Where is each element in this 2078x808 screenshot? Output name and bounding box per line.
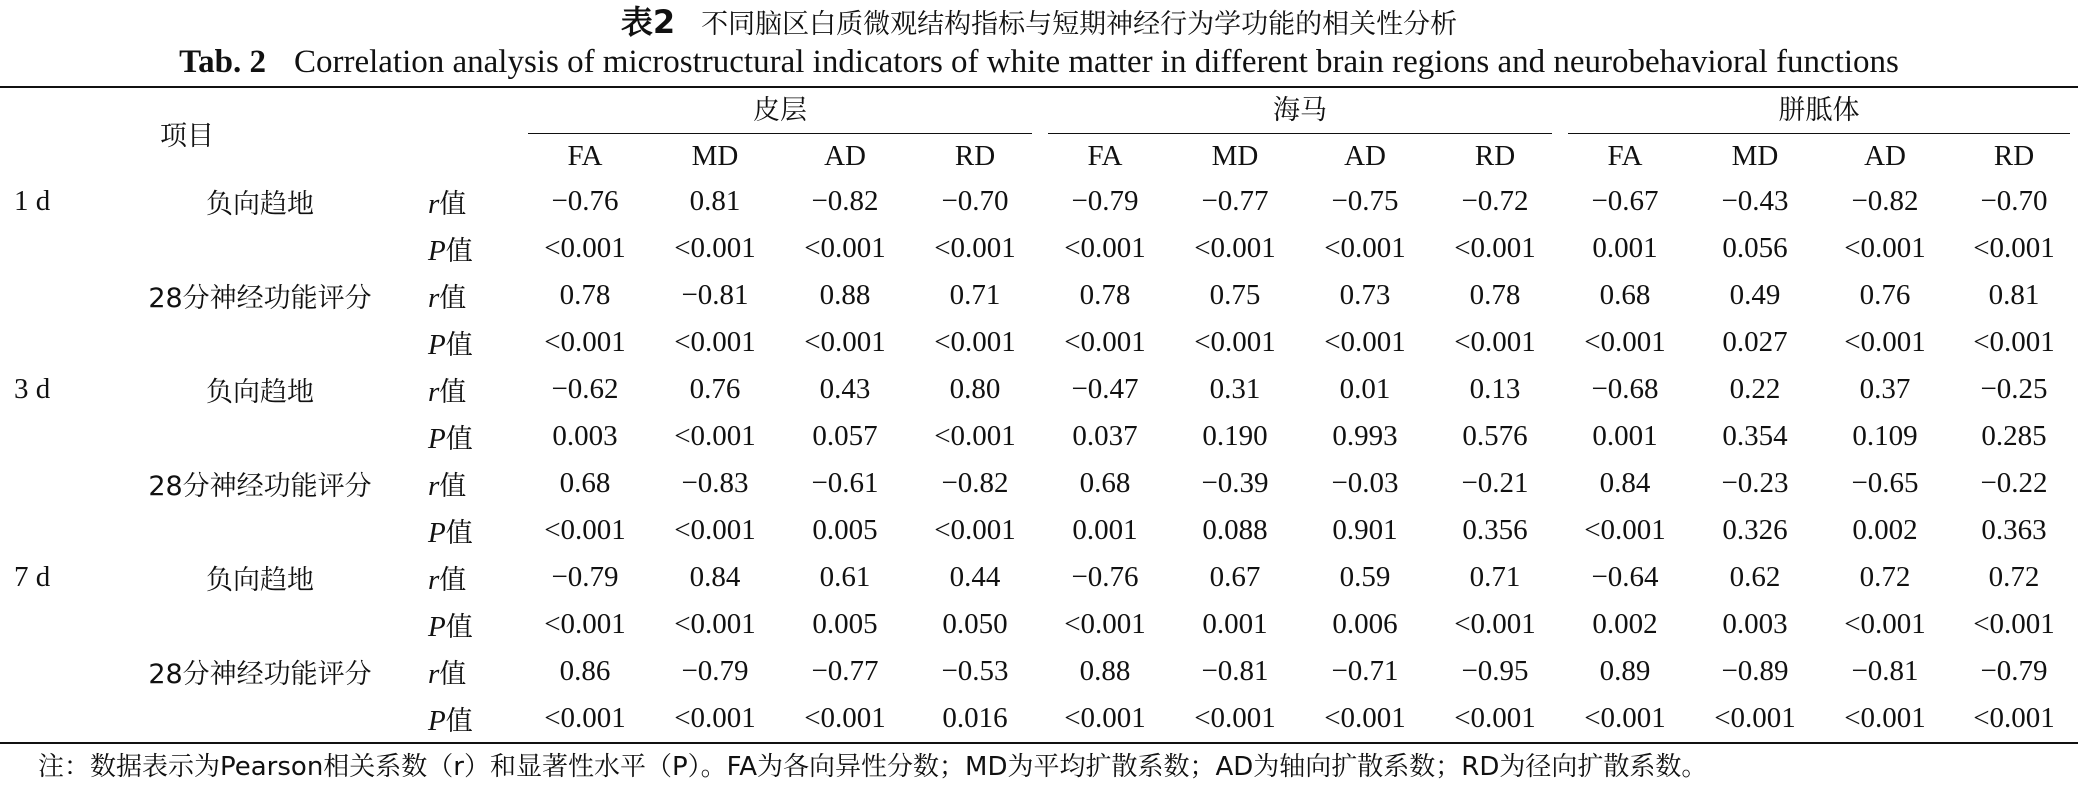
region-header-hippocampus: 海马 [1040, 87, 1560, 134]
value-cell: −0.77 [1201, 185, 1269, 217]
value-cell: 0.001 [1202, 608, 1268, 640]
value-cell: −0.21 [1461, 467, 1529, 499]
value-cell: 0.354 [1722, 420, 1788, 452]
value-cell: 0.027 [1722, 326, 1788, 358]
value-cell: −0.82 [1851, 185, 1919, 217]
value-cell: <0.001 [544, 326, 626, 358]
value-cell: 0.056 [1722, 232, 1788, 264]
indicator-header-ad: AD [824, 139, 866, 172]
value-cell: 0.363 [1981, 514, 2047, 546]
value-cell: −0.95 [1461, 655, 1529, 687]
value-cell: −0.70 [1980, 185, 2048, 217]
value-cell: <0.001 [1064, 608, 1146, 640]
footnote-text: 注：数据表示为Pearson相关系数（r）和显著性水平（P）。FA为各向异性分数；MD为平均扩散系数；AD为轴向扩散系数；RD为径向扩散系数。 [38, 752, 1708, 782]
value-cell: <0.001 [1194, 232, 1276, 264]
value-cell: −0.23 [1721, 467, 1789, 499]
value-cell: <0.001 [1454, 702, 1536, 734]
value-cell: −0.65 [1851, 467, 1919, 499]
statistic-label-cell [420, 413, 520, 460]
time-point-cell [0, 225, 100, 272]
value-cell: <0.001 [804, 702, 886, 734]
time-point-cell [0, 460, 100, 507]
value-cell: <0.001 [1454, 608, 1536, 640]
value-cell: 0.89 [1599, 655, 1651, 687]
value-cell: 0.016 [942, 702, 1008, 734]
statistic-symbol: r [428, 282, 440, 314]
value-cell: 0.37 [1859, 373, 1911, 405]
value-cell: −0.77 [811, 655, 879, 687]
statistic-suffix: 值 [439, 659, 467, 690]
table-footnote [0, 744, 2078, 784]
behavior-test-cell [100, 601, 420, 648]
time-point-cell [0, 413, 100, 460]
value-cell: 0.109 [1852, 420, 1918, 452]
table-row [0, 225, 2078, 272]
value-cell: −0.03 [1331, 467, 1399, 499]
value-cell: <0.001 [1844, 326, 1926, 358]
value-cell: 0.78 [559, 279, 611, 311]
statistic-suffix: 值 [439, 283, 467, 314]
value-cell: <0.001 [934, 232, 1016, 264]
correlation-table [0, 86, 2078, 744]
value-cell: 0.088 [1202, 514, 1268, 546]
indicator-header-ad: AD [1344, 139, 1386, 172]
value-cell: <0.001 [1973, 232, 2055, 264]
value-cell: 0.76 [1859, 279, 1911, 311]
value-cell: 0.190 [1202, 420, 1268, 452]
value-cell: 0.285 [1981, 420, 2047, 452]
value-cell: −0.25 [1980, 373, 2048, 405]
value-cell: <0.001 [1454, 326, 1536, 358]
statistic-suffix: 值 [445, 424, 473, 455]
statistic-symbol: r [428, 188, 440, 220]
statistic-label-cell [420, 695, 520, 743]
value-cell: <0.001 [1064, 702, 1146, 734]
value-cell: <0.001 [1844, 232, 1926, 264]
table-body [0, 178, 2078, 743]
value-cell: <0.001 [1973, 608, 2055, 640]
value-cell: <0.001 [674, 326, 756, 358]
value-cell: 0.44 [949, 561, 1001, 593]
value-cell: 0.002 [1592, 608, 1658, 640]
value-cell: 0.001 [1072, 514, 1138, 546]
value-cell: <0.001 [1324, 326, 1406, 358]
value-cell: 0.62 [1729, 561, 1781, 593]
value-cell: −0.72 [1461, 185, 1529, 217]
behavior-test-cell: 负向趋地 [206, 377, 314, 408]
value-cell: 0.993 [1332, 420, 1398, 452]
statistic-label-cell [420, 366, 520, 413]
value-cell: 0.22 [1729, 373, 1781, 405]
value-cell: <0.001 [1844, 608, 1926, 640]
value-cell: 0.72 [1859, 561, 1911, 593]
value-cell: 0.057 [812, 420, 878, 452]
indicator-header-md: MD [1211, 139, 1259, 172]
statistic-suffix: 值 [445, 236, 473, 267]
value-cell: <0.001 [674, 702, 756, 734]
value-cell: 0.84 [1599, 467, 1651, 499]
value-cell: <0.001 [1584, 326, 1666, 358]
statistic-label-cell [420, 554, 520, 601]
value-cell: −0.79 [1980, 655, 2048, 687]
value-cell: 0.003 [1722, 608, 1788, 640]
value-cell: 0.88 [1079, 655, 1131, 687]
statistic-label-cell [420, 601, 520, 648]
value-cell: 0.003 [552, 420, 618, 452]
statistic-symbol: r [428, 376, 440, 408]
value-cell: 0.037 [1072, 420, 1138, 452]
value-cell: −0.47 [1071, 373, 1139, 405]
value-cell: −0.79 [1071, 185, 1139, 217]
statistic-label-cell [420, 272, 520, 319]
value-cell: −0.43 [1721, 185, 1789, 217]
behavior-test-cell: 负向趋地 [206, 189, 314, 220]
value-cell: −0.81 [1201, 655, 1269, 687]
table-row [0, 319, 2078, 366]
value-cell: −0.76 [1071, 561, 1139, 593]
behavior-test-cell [100, 507, 420, 554]
statistic-symbol: r [428, 564, 440, 596]
statistic-label-cell [420, 225, 520, 272]
value-cell: 0.71 [949, 279, 1001, 311]
table-row [0, 460, 2078, 507]
value-cell: <0.001 [1194, 326, 1276, 358]
value-cell: −0.22 [1980, 467, 2048, 499]
statistic-label-cell [420, 178, 520, 225]
value-cell: <0.001 [1324, 702, 1406, 734]
statistic-suffix: 值 [439, 471, 467, 502]
time-point-cell [0, 601, 100, 648]
statistic-suffix: 值 [445, 612, 473, 643]
value-cell: 0.68 [1079, 467, 1131, 499]
value-cell: 0.901 [1332, 514, 1398, 546]
statistic-suffix: 值 [445, 706, 473, 737]
value-cell: 0.356 [1462, 514, 1528, 546]
value-cell: <0.001 [804, 232, 886, 264]
value-cell: 0.73 [1339, 279, 1391, 311]
value-cell: <0.001 [934, 420, 1016, 452]
table-header [0, 87, 2078, 178]
value-cell: 0.81 [1988, 279, 2040, 311]
table-row [0, 178, 2078, 225]
value-cell: −0.67 [1591, 185, 1659, 217]
indicator-header-fa: FA [567, 139, 603, 172]
statistic-suffix: 值 [439, 377, 467, 408]
value-cell: 0.326 [1722, 514, 1788, 546]
table-number-chinese: 表2 [620, 3, 676, 41]
table-row [0, 507, 2078, 554]
behavior-test-cell: 负向趋地 [206, 565, 314, 596]
table-title-english-text: Correlation analysis of microstructural indicators of white matter in different brain regions and neurobehavioral functions [293, 44, 1899, 80]
value-cell: <0.001 [1194, 702, 1276, 734]
value-cell: <0.001 [1454, 232, 1536, 264]
value-cell: −0.39 [1201, 467, 1269, 499]
statistic-suffix: 值 [445, 330, 473, 361]
value-cell: −0.68 [1591, 373, 1659, 405]
indicator-header-ad: AD [1864, 139, 1906, 172]
value-cell: 0.76 [689, 373, 741, 405]
table-title-english [0, 42, 2078, 86]
value-cell: 0.001 [1592, 232, 1658, 264]
value-cell: −0.61 [811, 467, 879, 499]
value-cell: <0.001 [1324, 232, 1406, 264]
value-cell: 0.01 [1339, 373, 1391, 405]
table-row [0, 366, 2078, 413]
value-cell: 0.88 [819, 279, 871, 311]
value-cell: 0.75 [1209, 279, 1261, 311]
statistic-label-cell [420, 460, 520, 507]
value-cell: <0.001 [1714, 702, 1796, 734]
value-cell: 0.43 [819, 373, 871, 405]
behavior-test-cell [100, 413, 420, 460]
item-header: 项目 [160, 120, 214, 152]
statistic-symbol: r [428, 470, 440, 502]
value-cell: <0.001 [1064, 232, 1146, 264]
value-cell: 0.001 [1592, 420, 1658, 452]
statistic-suffix: 值 [439, 565, 467, 596]
indicator-header-rd: RD [1993, 139, 2035, 172]
statistic-label-cell [420, 507, 520, 554]
statistic-symbol: r [428, 658, 440, 690]
time-point-cell [0, 695, 100, 743]
value-cell: 0.006 [1332, 608, 1398, 640]
value-cell: −0.81 [1851, 655, 1919, 687]
statistic-suffix: 值 [445, 518, 473, 549]
behavior-test-cell: 28分神经功能评分 [148, 659, 372, 690]
value-cell: <0.001 [1844, 702, 1926, 734]
value-cell: 0.005 [812, 608, 878, 640]
statistic-label-cell [420, 319, 520, 366]
value-cell: 0.84 [689, 561, 741, 593]
statistic-symbol: P [428, 705, 446, 737]
value-cell: <0.001 [1584, 514, 1666, 546]
value-cell: 0.71 [1469, 561, 1521, 593]
value-cell: 0.576 [1462, 420, 1528, 452]
value-cell: 0.050 [942, 608, 1008, 640]
value-cell: <0.001 [1584, 702, 1666, 734]
indicator-header-fa: FA [1607, 139, 1643, 172]
value-cell: −0.53 [941, 655, 1009, 687]
time-point-cell: 3 d [14, 373, 51, 405]
value-cell: −0.71 [1331, 655, 1399, 687]
value-cell: <0.001 [674, 232, 756, 264]
value-cell: <0.001 [544, 514, 626, 546]
time-point-cell [0, 507, 100, 554]
value-cell: <0.001 [1973, 326, 2055, 358]
table-number-english: Tab. 2 [179, 44, 266, 80]
statistic-label-cell [420, 648, 520, 695]
value-cell: 0.002 [1852, 514, 1918, 546]
value-cell: 0.68 [1599, 279, 1651, 311]
time-point-cell [0, 319, 100, 366]
value-cell: −0.79 [551, 561, 619, 593]
value-cell: <0.001 [544, 702, 626, 734]
statistic-symbol: P [428, 329, 446, 361]
value-cell: <0.001 [544, 232, 626, 264]
behavior-test-cell [100, 695, 420, 743]
value-cell: 0.13 [1469, 373, 1521, 405]
indicator-header-md: MD [1731, 139, 1779, 172]
table-row [0, 648, 2078, 695]
time-point-cell: 1 d [14, 185, 51, 217]
value-cell: −0.89 [1721, 655, 1789, 687]
value-cell: 0.78 [1079, 279, 1131, 311]
table-row [0, 695, 2078, 743]
value-cell: <0.001 [1973, 702, 2055, 734]
value-cell: −0.70 [941, 185, 1009, 217]
value-cell: 0.78 [1469, 279, 1521, 311]
value-cell: <0.001 [1064, 326, 1146, 358]
value-cell: 0.59 [1339, 561, 1391, 593]
table-row [0, 272, 2078, 319]
value-cell: −0.75 [1331, 185, 1399, 217]
time-point-cell: 7 d [14, 561, 51, 593]
value-cell: 0.67 [1209, 561, 1261, 593]
value-cell: 0.72 [1988, 561, 2040, 593]
behavior-test-cell: 28分神经功能评分 [148, 471, 372, 502]
indicator-header-rd: RD [954, 139, 996, 172]
value-cell: 0.49 [1729, 279, 1781, 311]
value-cell: 0.68 [559, 467, 611, 499]
value-cell: 0.81 [689, 185, 741, 217]
indicator-header-fa: FA [1087, 139, 1123, 172]
value-cell: 0.61 [819, 561, 871, 593]
value-cell: <0.001 [934, 326, 1016, 358]
value-cell: <0.001 [934, 514, 1016, 546]
table-row [0, 554, 2078, 601]
statistic-symbol: P [428, 611, 446, 643]
value-cell: −0.79 [681, 655, 749, 687]
statistic-suffix: 值 [439, 189, 467, 220]
value-cell: −0.64 [1591, 561, 1659, 593]
value-cell: −0.83 [681, 467, 749, 499]
statistic-symbol: P [428, 235, 446, 267]
statistic-symbol: P [428, 423, 446, 455]
value-cell: <0.001 [544, 608, 626, 640]
indicator-header-rd: RD [1474, 139, 1516, 172]
value-cell: 0.005 [812, 514, 878, 546]
value-cell: −0.82 [941, 467, 1009, 499]
region-header-corpus-callosum: 胼胝体 [1560, 87, 2078, 134]
table-row [0, 601, 2078, 648]
value-cell: −0.82 [811, 185, 879, 217]
value-cell: 0.86 [559, 655, 611, 687]
value-cell: <0.001 [674, 420, 756, 452]
region-header-cortex: 皮层 [520, 87, 1040, 134]
value-cell: −0.76 [551, 185, 619, 217]
value-cell: 0.80 [949, 373, 1001, 405]
table-title-chinese [0, 0, 2078, 42]
time-point-cell [0, 648, 100, 695]
value-cell: −0.62 [551, 373, 619, 405]
behavior-test-cell [100, 225, 420, 272]
value-cell: −0.81 [681, 279, 749, 311]
table-row [0, 413, 2078, 460]
behavior-test-cell [100, 319, 420, 366]
behavior-test-cell: 28分神经功能评分 [148, 283, 372, 314]
indicator-header-md: MD [691, 139, 739, 172]
value-cell: <0.001 [674, 608, 756, 640]
value-cell: 0.31 [1209, 373, 1261, 405]
time-point-cell [0, 272, 100, 319]
value-cell: <0.001 [674, 514, 756, 546]
table-title-chinese-text: 不同脑区白质微观结构指标与短期神经行为学功能的相关性分析 [701, 9, 1458, 40]
statistic-symbol: P [428, 517, 446, 549]
value-cell: <0.001 [804, 326, 886, 358]
